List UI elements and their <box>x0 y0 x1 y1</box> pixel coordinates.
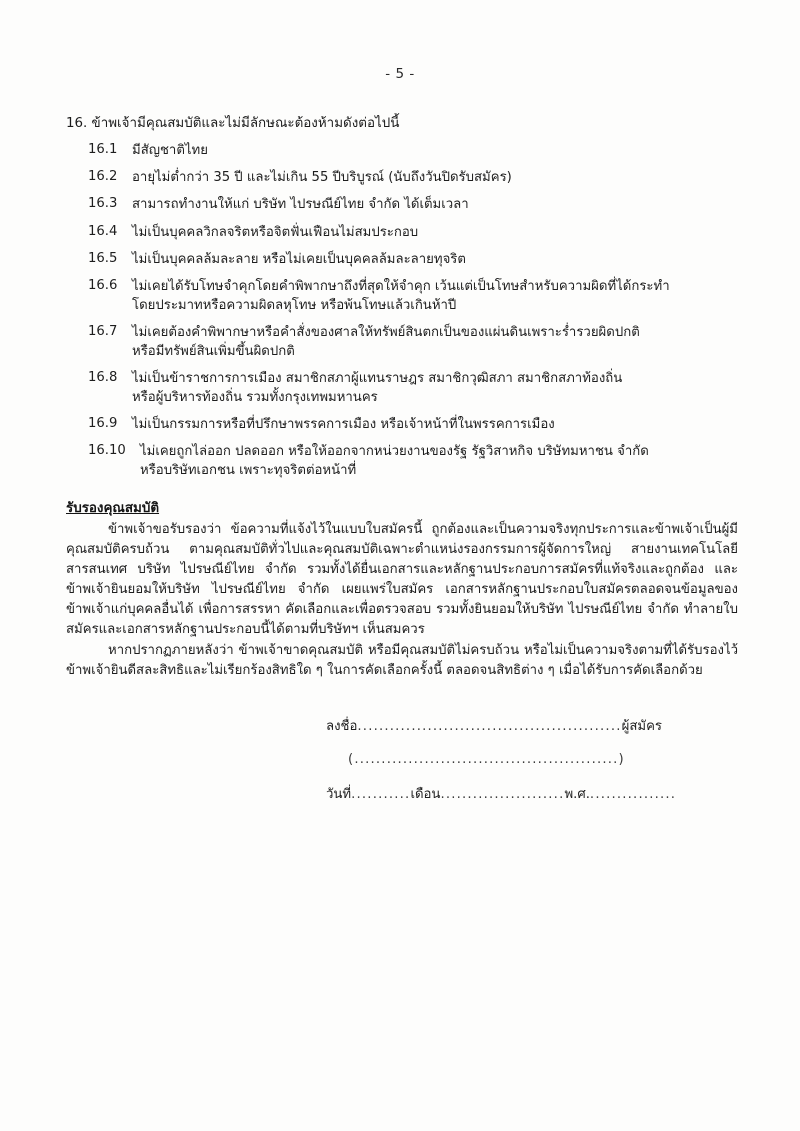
list-item-number: 16.9 <box>88 416 118 432</box>
certification-title: รับรองคุณสมบัติ <box>66 500 160 516</box>
list-item-number: 16.2 <box>88 169 118 185</box>
list-item-line: ไม่เป็นบุคคลล้มละลาย หรือไม่เคยเป็นบุคคลล้มละลายทุจริต <box>132 251 466 267</box>
list-item-text <box>132 169 512 188</box>
list-item-number: 16.3 <box>88 196 118 212</box>
list-item-number: 16.6 <box>88 278 118 294</box>
date-dots[interactable]: ........... <box>351 787 411 803</box>
list-item <box>86 142 738 161</box>
list-item-line: มีสัญชาติไทย <box>132 143 208 158</box>
list-item <box>86 169 738 188</box>
signature-name-line <box>326 752 738 767</box>
list-item <box>86 443 738 480</box>
list-item-text <box>132 251 466 270</box>
list-item-text <box>132 416 555 435</box>
document-body <box>66 112 738 820</box>
list-item <box>86 278 738 315</box>
list-item-text <box>132 196 469 215</box>
list-item <box>86 224 738 243</box>
list-item <box>86 196 738 215</box>
certification-paragraph-1: ข้าพเจ้าขอรับรองว่า ข้อความที่แจ้งไว้ในแบบใบสมัครนี้ ถูกต้องและเป็นความจริงทุกประการและข้าพเจ้าเป็นผู้มีคุณสมบัติครบถ้วน ตามคุณสมบัติทั่วไปและคุณสมบัติเฉพาะตำแหน่งรองกรรมการผู้จัดการใหญ่ สายงานเทคโนโลยีสารสนเทศ บริษัท ไปรษณีย์ไทย จำกัด รวมทั้งได้ยื่นเอกสารและหลักฐานประกอบการสมัครที่แท้จริงและถูกต้อง และข้าพเจ้ายินยอมให้บริษัท ไปรษณีย์ไทย จำกัด เผยแพร่ใบสมัคร เอกสารหลักฐานประกอบใบสมัครตลอดจนข้อมูลของข้าพเจ้าแก่บุคคลอื่นได้ เพื่อการสรรหา คัดเลือกและเพื่อตรวจสอบ รวมทั้งยินยอมให้บริษัท ไปรษณีย์ไทย จำกัด ทำลายใบสมัครและเอกสารหลักฐานประกอบนี้ได้ตามที่บริษัทฯ เห็นสมควร <box>66 521 738 638</box>
month-dots[interactable]: ....................... <box>440 787 565 803</box>
item-16-heading: 16. ข้าพเจ้ามีคุณสมบัติและไม่มีลักษณะต้องห้ามดังต่อไปนี้ <box>66 116 400 131</box>
list-item-line: ไม่เป็นกรรมการหรือที่ปรึกษาพรรคการเมือง หรือเจ้าหน้าที่ในพรรคการเมือง <box>132 417 555 433</box>
list-item-text <box>140 443 649 480</box>
list-item-text <box>132 142 208 161</box>
list-item-number: 16.5 <box>88 250 118 266</box>
year-label: พ.ศ. <box>564 787 590 803</box>
list-item-text <box>132 224 418 243</box>
list-item-text <box>132 324 640 361</box>
list-item-line: ไม่เคยต้องคำพิพากษาหรือคำสั่งของศาลให้ทรัพย์สินตกเป็นของแผ่นดินเพราะร่ำรวยผิดปกติ <box>132 325 640 341</box>
list-item-line: สามารถทำงานให้แก่ บริษัท ไปรษณีย์ไทย จำกัด ได้เต็มเวลา <box>132 197 469 213</box>
list-item-number: 16.7 <box>88 324 118 340</box>
year-dots[interactable]: ................ <box>589 787 677 803</box>
item-16-sublist <box>66 142 738 481</box>
list-item-line: หรือผู้บริหารท้องถิ่น รวมทั้งกรุงเทพมหานคร <box>132 389 378 405</box>
list-item-line: โดยประมาทหรือความผิดลหุโทษ หรือพ้นโทษแล้วเกินห้าปี <box>132 297 457 313</box>
list-item-line: ไม่เคยถูกไล่ออก ปลดออก หรือให้ออกจากหน่วยงานของรัฐ รัฐวิสาหกิจ บริษัทมหาชน จำกัด <box>140 444 649 460</box>
signature-line <box>326 715 738 736</box>
name-dots[interactable]: (.................................................) <box>348 752 625 768</box>
list-item-number: 16.10 <box>88 443 126 459</box>
list-item-line: ไม่เคยได้รับโทษจำคุกโดยคำพิพากษาถึงที่สุดให้จำคุก เว้นแต่เป็นโทษสำหรับความผิดที่ได้กระทำ <box>132 279 670 295</box>
list-item-line: ไม่เป็นข้าราชการการเมือง สมาชิกสภาผู้แทนราษฎร สมาชิกวุฒิสภา สมาชิกสภาท้องถิ่น <box>132 371 623 387</box>
list-item-text <box>132 370 622 407</box>
month-label: เดือน <box>410 787 441 803</box>
page-number: - 5 - <box>385 66 415 82</box>
signature-dots[interactable]: ................................................. <box>357 719 622 735</box>
list-item-text <box>132 278 670 315</box>
list-item-line: หรือมีทรัพย์สินเพิ่มขึ้นผิดปกติ <box>132 343 295 359</box>
certification-paragraph-2: หากปรากฏภายหลังว่า ข้าพเจ้าขาดคุณสมบัติ หรือมีคุณสมบัติไม่ครบถ้วน หรือไม่เป็นความจริงตามที่ได้รับรองไว้ ข้าพเจ้ายินดีสละสิทธิและไม่เรียกร้องสิทธิใด ๆ ในการคัดเลือกครั้งนี้ ตลอดจนสิทธิต่าง ๆ เมื่อได้รับการคัดเลือกด้วย <box>66 643 738 679</box>
applicant-label: ผู้สมัคร <box>621 719 662 735</box>
list-item-line: อายุไม่ต่ำกว่า 35 ปี และไม่เกิน 55 ปีบริบูรณ์ (นับถึงวันปิดรับสมัคร) <box>132 170 512 186</box>
list-item-line: ไม่เป็นบุคคลวิกลจริตหรือจิตฟั่นเฟือนไม่สมประกอบ <box>132 224 419 240</box>
date-line <box>326 783 738 804</box>
signature-block <box>66 715 738 804</box>
date-label: วันที่ <box>326 787 352 803</box>
list-item <box>86 251 738 270</box>
list-item <box>86 324 738 361</box>
list-item <box>86 416 738 435</box>
signature-label: ลงชื่อ <box>326 719 358 735</box>
list-item-line: หรือบริษัทเอกชน เพราะทุจริตต่อหน้าที่ <box>140 463 357 479</box>
list-item-number: 16.1 <box>88 142 118 157</box>
list-item <box>86 370 738 407</box>
list-item-number: 16.8 <box>88 370 118 386</box>
list-item-number: 16.4 <box>88 223 118 239</box>
